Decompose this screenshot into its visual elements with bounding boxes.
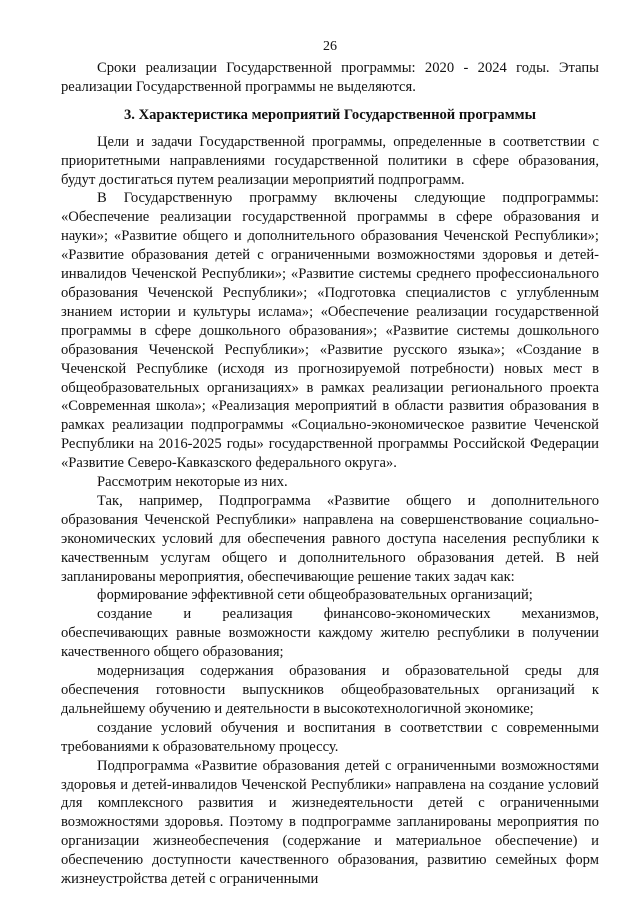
page-number: 26 xyxy=(323,39,337,54)
paragraph-disabled-children: Подпрограмма «Развитие образования детей с ограниченными возможностями здоровья и детей-инвалидов Чеченской Республики» направлена на создание условий для комплексного развития и жизнедеятельности детей с ограниченными возможностями здоровья. Поэтому в подпрограмме запланированы мероприятия по организации жизнеобеспечения (содержание и материальное обеспечение) и обеспечению доступности качественного образования, развитию семейных форм жизнеустройства детей с ограниченными xyxy=(61,757,599,888)
task-item-modernization: модернизация содержания образования и образовательной среды для обеспечения готовности выпускников общеобразовательных организаций к дальнейшему обучению и деятельности в высокотехнологичной экономике; xyxy=(61,663,599,717)
task-item-conditions: создание условий обучения и воспитания в соответствии с современными требованиями к образовательному процессу. xyxy=(61,719,599,755)
paragraph-subprograms-list: В Государственную программу включены следующие подпрограммы: «Обеспечение реализации государственной программы в сфере образования и науки»; «Развитие общего и дополнительного образования Чеченской Республики»; «Развитие образования детей с ограниченными возможностями здоровья и детей-инвалидов Чеченской Республики»; «Развитие системы среднего профессионального образования Чеченской Республики»; «Подготовка специалистов с углубленным знанием истории и культуры ислама»; «Обеспечение реализации государственной программы в сфере дошкольного образования»; «Развитие системы дошкольного образования Чеченской Республики»; «Развитие русского языка»; «Создание в Чеченской Республике (исходя из прогнозируемой потребности) новых мест в общеобразовательных организациях» в рамках реализации регионального проекта «Современная школа»; «Реализация мероприятий в области развития образования в рамках реализации подпрограммы «Социально-экономическое развитие Чеченской Республики на 2016-2025 годы» государственной программы Российской Федерации «Развитие Северо-Кавказского федерального округа». xyxy=(61,190,599,472)
intro-paragraph: Сроки реализации Государственной программы: 2020 - 2024 годы. Этапы реализации Государственной программы не выделяются. xyxy=(61,60,599,95)
section-title: 3. Характеристика мероприятий Государственной программы xyxy=(124,106,536,123)
paragraph-goals: Цели и задачи Государственной программы, определенные в соответствии с приоритетными направлениями государственной политики в сфере образования, будут достигаться путем реализации мероприятий подпрограмм. xyxy=(61,133,599,188)
paragraph-consider: Рассмотрим некоторые из них. xyxy=(97,474,288,491)
task-item-mechanisms: создание и реализация финансово-экономических механизмов, обеспечивающих равные возможности каждому жителю республики в получении качественного общего образования; xyxy=(61,606,599,661)
task-item-network: формирование эффективной сети общеобразовательных организаций; xyxy=(97,587,533,604)
paragraph-general-education: Так, например, Подпрограмма «Развитие общего и дополнительного образования Чеченской Республики» направлена на совершенствование социально-экономических условий для обеспечения равного доступа населения республики к качественным услугам общего и дополнительного образования детей. В ней запланированы мероприятия, обеспечивающие решение таких задач как: xyxy=(61,492,599,585)
document-page xyxy=(61,38,599,889)
